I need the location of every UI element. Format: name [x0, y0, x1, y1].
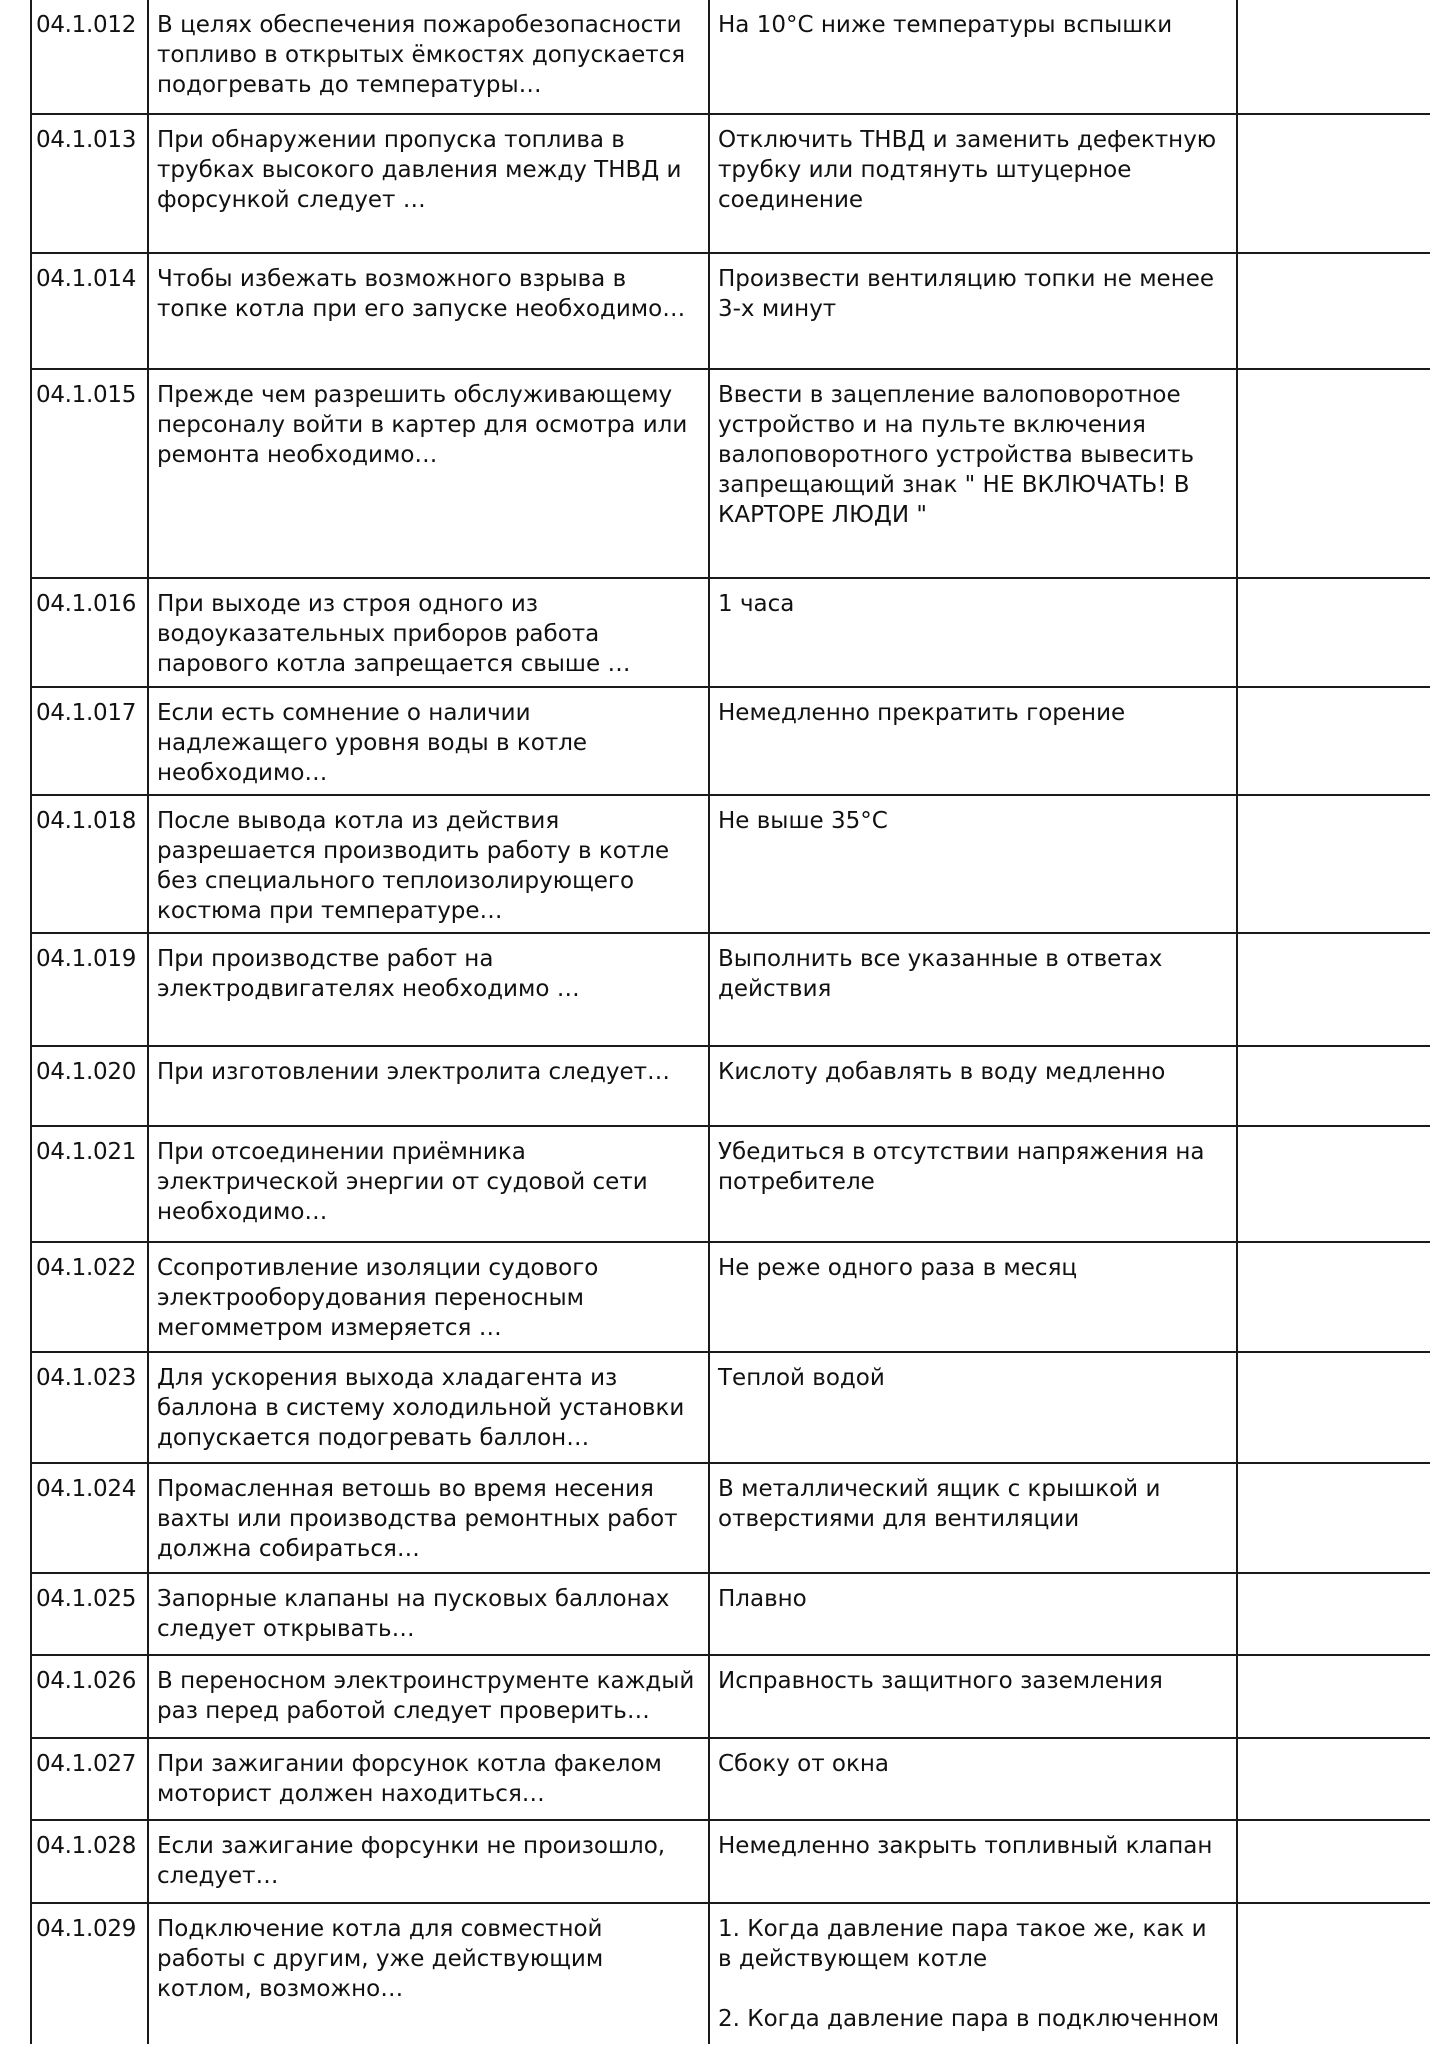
- empty-mark-cell: [1237, 1573, 1430, 1655]
- question-code: 04.1.020: [31, 1046, 148, 1126]
- question-code: 04.1.014: [31, 253, 148, 369]
- question-code: 04.1.016: [31, 578, 148, 687]
- answer-cell: [709, 1738, 1237, 1820]
- empty-mark-cell: [1237, 933, 1430, 1046]
- table-row: [31, 933, 1430, 1046]
- table-row: [31, 1463, 1430, 1573]
- answer-text: Ввести в зацепление валоповоротное устройство и на пульте включения валоповоротного устройства вывесить запрещающий знак " НЕ ВКЛЮЧАТЬ! В КАРТОРЕ ЛЮДИ ": [718, 382, 1195, 528]
- document-page: [30, 0, 1430, 2055]
- answer-text: Сбоку от окна: [718, 1751, 890, 1777]
- answer-text: Не выше 35°С: [718, 808, 888, 834]
- answer-cell: [709, 1126, 1237, 1242]
- empty-mark-cell: [1237, 687, 1430, 795]
- question-text: При зажигании форсунок котла факелом моторист должен находиться…: [148, 1738, 709, 1820]
- questions-table: [30, 0, 1430, 2044]
- answer-text: Исправность защитного заземления: [718, 1668, 1163, 1694]
- empty-mark-cell: [1237, 369, 1430, 578]
- question-code: 04.1.026: [31, 1655, 148, 1738]
- table-row: [31, 1242, 1430, 1352]
- question-text: Чтобы избежать возможного взрыва в топке котла при его запуске необходимо…: [148, 253, 709, 369]
- answer-cell: [709, 369, 1237, 578]
- questions-table-body: [31, 0, 1430, 2044]
- question-text: При выходе из строя одного из водоуказательных приборов работа парового котла запрещается свыше …: [148, 578, 709, 687]
- question-code: 04.1.013: [31, 114, 148, 253]
- question-code: 04.1.015: [31, 369, 148, 578]
- answer-cell: [709, 933, 1237, 1046]
- answer-text: 1 часа: [718, 591, 795, 617]
- answer-cell: [709, 1046, 1237, 1126]
- table-row: [31, 1655, 1430, 1738]
- empty-mark-cell: [1237, 1352, 1430, 1463]
- answer-cell: [709, 1655, 1237, 1738]
- answer-cell: [709, 795, 1237, 933]
- question-code: 04.1.029: [31, 1903, 148, 2044]
- table-row: [31, 1820, 1430, 1903]
- question-text: Если есть сомнение о наличии надлежащего уровня воды в котле необходимо…: [148, 687, 709, 795]
- answer-text: Плавно: [718, 1586, 807, 1612]
- answer-cell: [709, 1573, 1237, 1655]
- answer-cell: [709, 0, 1237, 114]
- empty-mark-cell: [1237, 1820, 1430, 1903]
- question-text: Для ускорения выхода хладагента из баллона в систему холодильной установки допускается подогревать баллон…: [148, 1352, 709, 1463]
- answer-text: Немедленно прекратить горение: [718, 700, 1126, 726]
- question-text: При отсоединении приёмника электрической энергии от судовой сети необходимо…: [148, 1126, 709, 1242]
- answer-text: 1. Когда давление пара такое же, как и в действующем котле: [718, 1916, 1207, 1972]
- answer-cell: [709, 253, 1237, 369]
- answer-cell: [709, 578, 1237, 687]
- question-code: 04.1.024: [31, 1463, 148, 1573]
- question-text: При производстве работ на электродвигателях необходимо …: [148, 933, 709, 1046]
- answer-cell: [709, 114, 1237, 253]
- answer-cell: [709, 1352, 1237, 1463]
- table-row: [31, 0, 1430, 114]
- table-row: [31, 578, 1430, 687]
- answer-text: Произвести вентиляцию топки не менее 3-х минут: [718, 266, 1215, 322]
- table-row: [31, 1903, 1430, 2044]
- question-text: В целях обеспечения пожаробезопасности топливо в открытых ёмкостях допускается подогревать до температуры…: [148, 0, 709, 114]
- table-row: [31, 1738, 1430, 1820]
- answer-text: Убедиться в отсутствии напряжения на потребителе: [718, 1139, 1205, 1195]
- question-code: 04.1.012: [31, 0, 148, 114]
- answer-text: Выполнить все указанные в ответах действия: [718, 946, 1163, 1002]
- empty-mark-cell: [1237, 1463, 1430, 1573]
- answer-text: В металлический ящик с крышкой и отверстиями для вентиляции: [718, 1476, 1161, 1532]
- question-code: 04.1.027: [31, 1738, 148, 1820]
- question-code: 04.1.019: [31, 933, 148, 1046]
- answer-text: Теплой водой: [718, 1365, 885, 1391]
- empty-mark-cell: [1237, 114, 1430, 253]
- answer-text: Отключить ТНВД и заменить дефектную трубку или подтянуть штуцерное соединение: [718, 127, 1217, 213]
- answer-cell: [709, 687, 1237, 795]
- table-row: [31, 1352, 1430, 1463]
- empty-mark-cell: [1237, 1046, 1430, 1126]
- question-text: Промасленная ветошь во время несения вахты или производства ремонтных работ должна собираться…: [148, 1463, 709, 1573]
- answer-cell: [709, 1820, 1237, 1903]
- answer-cell: [709, 1463, 1237, 1573]
- table-row: [31, 253, 1430, 369]
- empty-mark-cell: [1237, 1738, 1430, 1820]
- question-code: 04.1.022: [31, 1242, 148, 1352]
- empty-mark-cell: [1237, 253, 1430, 369]
- table-row: [31, 1046, 1430, 1126]
- answer-text: Кислоту добавлять в воду медленно: [718, 1059, 1166, 1085]
- question-code: 04.1.023: [31, 1352, 148, 1463]
- answer-cell: [709, 1903, 1237, 2044]
- table-row: [31, 795, 1430, 933]
- empty-mark-cell: [1237, 1655, 1430, 1738]
- table-row: [31, 687, 1430, 795]
- question-code: 04.1.021: [31, 1126, 148, 1242]
- question-text: После вывода котла из действия разрешается производить работу в котле без специального теплоизолирующего костюма при температуре…: [148, 795, 709, 933]
- empty-mark-cell: [1237, 1903, 1430, 2044]
- table-row: [31, 1126, 1430, 1242]
- question-code: 04.1.025: [31, 1573, 148, 1655]
- table-row: [31, 1573, 1430, 1655]
- empty-mark-cell: [1237, 795, 1430, 933]
- table-row: [31, 369, 1430, 578]
- question-text: Прежде чем разрешить обслуживающему персоналу войти в картер для осмотра или ремонта необходимо…: [148, 369, 709, 578]
- table-row: [31, 114, 1430, 253]
- answer-text: На 10°С ниже температуры вспышки: [718, 12, 1173, 38]
- question-text: При обнаружении пропуска топлива в трубках высокого давления между ТНВД и форсункой следует …: [148, 114, 709, 253]
- question-text: Подключение котла для совместной работы с другим, уже действующим котлом, возможно…: [148, 1903, 709, 2044]
- question-text: При изготовлении электролита следует…: [148, 1046, 709, 1126]
- question-text: Если зажигание форсунки не произошло, следует…: [148, 1820, 709, 1903]
- question-text: Запорные клапаны на пусковых баллонах следует открывать…: [148, 1573, 709, 1655]
- empty-mark-cell: [1237, 1126, 1430, 1242]
- answer-text: Не реже одного раза в месяц: [718, 1255, 1078, 1281]
- answer-text: 2. Когда давление пара в подключенном: [718, 2006, 1220, 2032]
- question-code: 04.1.018: [31, 795, 148, 933]
- question-text: В переносном электроинструменте каждый раз перед работой следует проверить…: [148, 1655, 709, 1738]
- empty-mark-cell: [1237, 1242, 1430, 1352]
- empty-mark-cell: [1237, 578, 1430, 687]
- question-text: Ссопротивление изоляции судового электрооборудования переносным мегомметром измеряется …: [148, 1242, 709, 1352]
- empty-mark-cell: [1237, 0, 1430, 114]
- answer-text: Немедленно закрыть топливный клапан: [718, 1833, 1213, 1859]
- question-code: 04.1.028: [31, 1820, 148, 1903]
- question-code: 04.1.017: [31, 687, 148, 795]
- answer-cell: [709, 1242, 1237, 1352]
